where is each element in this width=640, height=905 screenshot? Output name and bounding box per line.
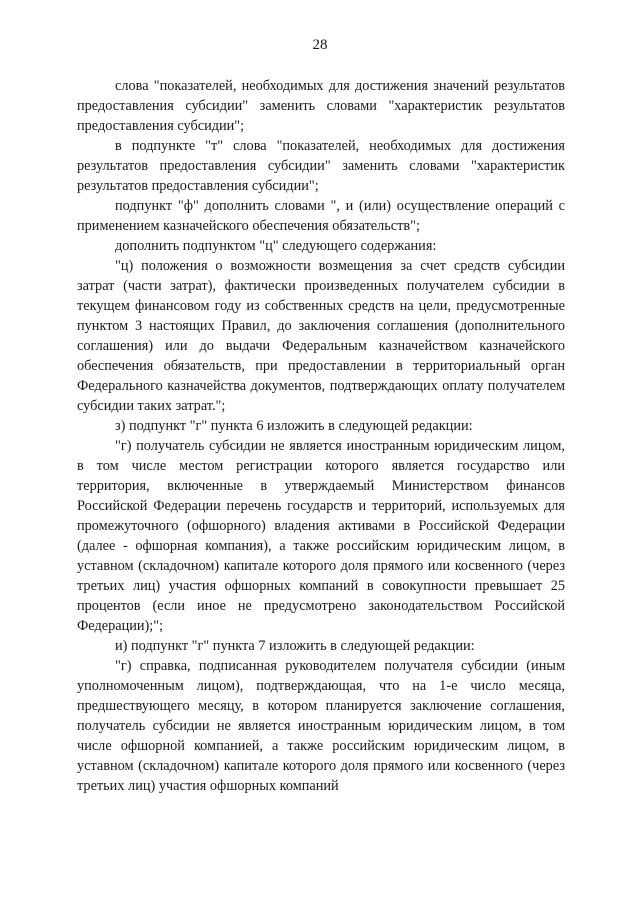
paragraph-subpoint-t: в подпункте "т" слова "показателей, необходимых для достижения результатов предоставления субсидии" заменить словами "характеристик результатов предоставления субсидии";: [77, 138, 565, 194]
paragraph-item-i: и) подпункт "г" пункта 7 изложить в следующей редакции:: [115, 638, 475, 654]
paragraph-subpoint-g-point-6: "г) получатель субсидии не является иностранным юридическим лицом, в том числе местом регистрации которого является государство или территория, включенные в утверждаемый Министерством финансов Российской Федерации перечень государств и территорий, используемых для промежуточного (офшорного) владения активами в Российской Федерации (далее - офшорная компания), а также российским юридическим лицом, в уставном (складочном) капитале которого доля прямого или косвенного (через третьих лиц) участия офшорных компаний в совокупности превышает 25 процентов (если иное не предусмотрено законодательством Российской Федерации);";: [77, 438, 565, 634]
paragraph-subpoint-f: подпункт "ф" дополнить словами ", и (или) осуществление операций с применением казначейского обеспечения обязательств";: [77, 198, 565, 234]
paragraph-replace-indicators: слова "показателей, необходимых для достижения значений результатов предоставления субсидии" заменить словами "характеристик результатов предоставления субсидии";: [77, 78, 565, 134]
paragraph-item-z: з) подпункт "г" пункта 6 изложить в следующей редакции:: [115, 418, 473, 434]
paragraph-subpoint-ts-text: "ц) положения о возможности возмещения за счет средств субсидии затрат (части затрат), фактически произведенных получателем субсидии в текущем финансовом году из собственных средств на цели, предусмотренные пунктом 3 настоящих Правил, до заключения соглашения (дополнительного соглашения) или до выдачи Федеральным казначейством казначейского обеспечения обязательств, при предоставлении в территориальный орган Федерального казначейства документов, подтверждающих оплату получателем субсидии таких затрат.";: [77, 258, 565, 414]
page-number: 28: [312, 37, 328, 53]
paragraph-subpoint-g-point-7: "г) справка, подписанная руководителем получателя субсидии (иным уполномоченным лицом), подтверждающая, что на 1-е число месяца, предшествующего месяцу, в котором планируется заключение соглашения, получатель субсидии не является иностранным юридическим лицом, в том числе офшорной компанией, а также российским юридическим лицом, в уставном (складочном) капитале которого доля прямого или косвенного (через третьих лиц) участия офшорных компаний: [77, 658, 565, 794]
document-body: [77, 76, 565, 796]
paragraph-add-subpoint-ts: дополнить подпунктом "ц" следующего содержания:: [115, 238, 437, 254]
